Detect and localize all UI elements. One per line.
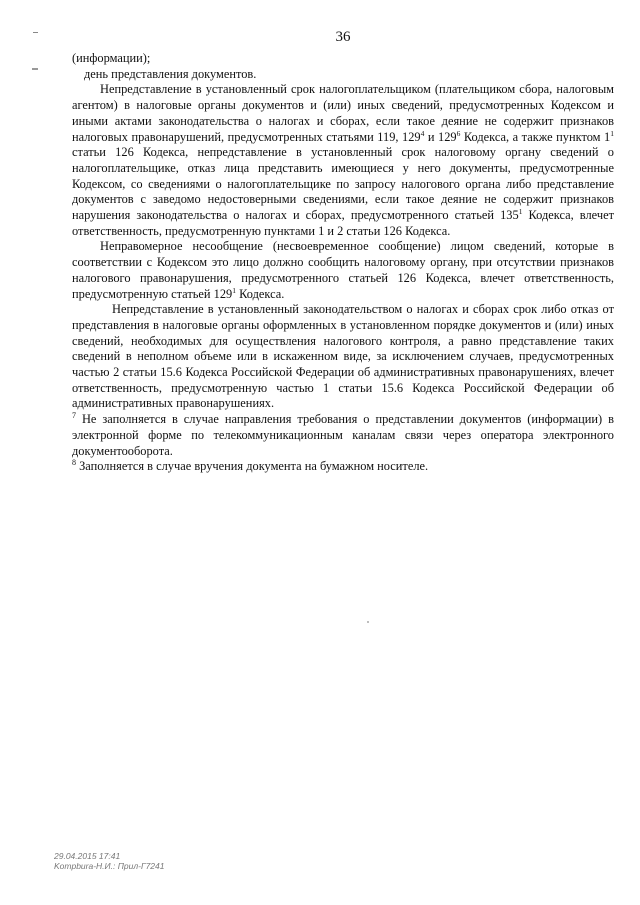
- footnote-mark: 7: [72, 411, 76, 421]
- stamp-datetime: 29.04.2015 17:41: [54, 851, 121, 861]
- document-body: [72, 51, 614, 475]
- text: статьи 126 Кодекса, непредставление в установленный срок налоговому органу сведений о налогоплательщике, отказ лица представить имеющиеся у него документы, предусмотренные Кодексом, со сведениями о налогоплательщике по запросу налогового органа либо представление документов с заведомо недостоверными сведениями, если такое деяние не содержит признаков нарушения законодательства о налогах и сборах, предусмотренного статьей 135: [72, 145, 614, 223]
- print-stamp: [54, 851, 164, 871]
- text: и 129: [424, 129, 457, 144]
- footnote-mark: 8: [72, 458, 76, 468]
- superscript: 1: [518, 206, 523, 216]
- page-number: 36: [335, 29, 351, 45]
- superscript: 4: [420, 128, 425, 138]
- footnote-7: [72, 412, 614, 459]
- paragraph-non-reporting: [72, 239, 614, 302]
- text: Неправомерное несообщение (несвоевременное сообщение) лицом сведений, которые в соответствии с Кодексом это лицо должно сообщить налоговому органу, при отсутствии признаков налогового правонарушения, предусмотренного статьей 126 Кодекса, влечет ответственность, предусмотренную статьей 129: [72, 239, 614, 301]
- scan-speck: [367, 621, 369, 623]
- text: Кодекса, влечет ответственность, предусмотренную пунктами 1 и 2 статьи 126 Кодекса.: [72, 208, 615, 238]
- superscript: 1: [610, 128, 614, 138]
- text: Кодекса, а также пунктом 1: [460, 129, 611, 144]
- footnote-8: [72, 459, 614, 475]
- footnote-text: Не заполняется в случае направления требования о представлении документов (информации) в электронной форме по телекоммуникационным каналам связи через оператора электронного документооборота.: [72, 412, 614, 458]
- footnote-text: Заполняется в случае вручения документа на бумажном носителе.: [76, 459, 429, 474]
- superscript: 1: [232, 285, 236, 295]
- scan-mark: [32, 68, 38, 70]
- stamp-author: Kompbura-Н.И.: Прил-Г7241: [54, 861, 165, 871]
- paragraph-tax-documents: [72, 82, 614, 239]
- superscript: 6: [456, 128, 461, 138]
- text: Непредставление в установленный срок налогоплательщиком (плательщиком сбора, налоговым агентом) в налоговые органы документов и (или) иных сведений, предусмотренных Кодексом и иными актами законодательства о налогах и сборах, если такое деяние не содержит признаков налоговых правонарушений, предусмотренных статьями 119, 129: [72, 82, 614, 144]
- text-line: (информации);: [72, 51, 151, 65]
- text-line: день представления документов.: [84, 66, 257, 81]
- paragraph-administrative: Непредставление в установленный законодательством о налогах и сборах срок либо отказ от представления в налоговые органы оформленных в установленном порядке документов и (или) иных сведений, необходимых для осуществления налогового контроля, а равно представление таких сведений в неполном объеме или в искаженном виде, за исключением случаев, предусмотренных частью 2 статьи 15.6 Кодекса Российской Федерации об административных правонарушениях, влечет ответственность, предусмотренную частью 1 статьи 15.6 Кодекса Российской Федерации об административных правонарушениях.: [72, 302, 614, 411]
- text: Кодекса.: [235, 286, 285, 301]
